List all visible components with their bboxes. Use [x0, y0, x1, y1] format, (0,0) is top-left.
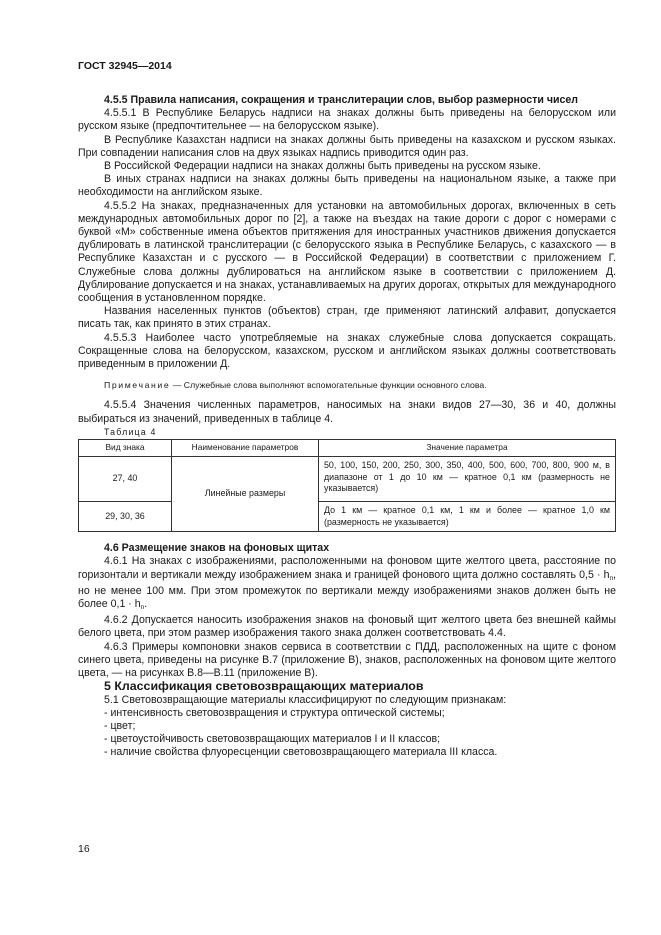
subscript: п: [140, 604, 145, 612]
section-4-6-heading: 4.6 Размещение знаков на фоновых щитах: [104, 542, 330, 555]
table-header-row: [79, 440, 616, 457]
list-item: - интенсивность световозвращения и структура оптической системы;: [104, 706, 445, 719]
classification-list: [78, 707, 616, 760]
text-part: , но не менее 100 мм. При этом промежуток по вертикали между изображениями знаков должен быть не более 0,1 · h: [78, 568, 616, 611]
text-part: .: [144, 598, 148, 611]
page-number: 16: [78, 843, 90, 855]
note: [78, 379, 616, 392]
paragraph-4-5-5-3: 4.5.5.3 Наиболее часто употребляемые на знаках служебные слова допускается сокращать. Сокращенные слова на белорусском, казахском, русском и английском языках должны соответствовать приведенным в приложении Д.: [78, 331, 616, 371]
list-item: - цвет;: [104, 719, 136, 732]
table-header-cell: Наименование параметров: [172, 440, 319, 457]
section-5-heading: 5 Классификация световозвращающих материалов: [104, 679, 424, 694]
paragraph-5-1: 5.1 Световозвращающие материалы классифицируют по следующим признакам:: [104, 693, 507, 706]
table-caption: Таблица 4: [104, 426, 157, 437]
note-text: — Служебные слова выполняют вспомогательные функции основного слова.: [170, 380, 487, 391]
table-row: [79, 457, 616, 502]
table-row: [79, 502, 616, 532]
paragraph-latin-names: Названия населенных пунктов (объектов) стран, где применяют латинский алфавит, допускается писать так, как принято в этих странах.: [78, 305, 616, 331]
subscript: п: [609, 574, 614, 582]
paragraph-4-5-5-4: 4.5.5.4 Значения численных параметров, наносимых на знаки видов 27—30, 36 и 40, должны выбираться из значений, приведенных в таблице 4.: [78, 399, 616, 425]
paragraph-4-6-1: [78, 555, 616, 614]
paragraph-4-5-5-2: 4.5.5.2 На знаках, предназначенных для установки на автомобильных дорогах, включенных в сеть международных автомобильных дорог по [2], а также на въездах на такие дороги с дорог с номерами с буквой «М» собственные имена объектов притяжения для иностранных участников движения допускается дублировать в латинской транслитерации (с белорусского языка в Республике Беларусь, с казахского — в Республике Казахстан и с русского — в Российской Федерации) в соответствии с приложением Г. Служебные слова должны дублироваться на английском языке в соответствии с приложением Д. Дублирование допускается и на знаках, устанавливаемых на других дорогах, открытых для международного сообщения в установленном порядке.: [78, 199, 616, 305]
list-item: - цветоустойчивость световозвращающих материалов I и II классов;: [104, 733, 441, 746]
parameter-name-cell: Линейные размеры: [172, 457, 319, 532]
note-label: Примечание: [104, 380, 171, 391]
standard-designation: ГОСТ 32945—2014: [78, 60, 172, 72]
paragraph-4-6-3: 4.6.3 Примеры компоновки знаков сервиса в соответствии с ПДД, расположенных на щите с фоном синего цвета, приведены на рисунке В.7 (приложение В), знаков, расположенных на фоновом щите желтого цвета, — на рисунках В.8—В.11 (приложение В).: [78, 640, 616, 680]
paragraph-4-6-2: 4.6.2 Допускается наносить изображения знаков на фоновый щит желтого цвета без внешней каймы белого цвета, при этом размер изображения такого знака должен соответствовать 4.4.: [78, 614, 616, 640]
text-part: 4.6.1 На знаках с изображениями, расположенными на фоновом щите желтого цвета, расстояние по горизонтали и вертикали между изображением знака и границей фонового щита должно составлять 0,5 · h: [78, 555, 616, 581]
sign-type-cell: 27, 40: [79, 457, 172, 502]
section-4-5-5-heading: 4.5.5 Правила написания, сокращения и транслитерации слов, выбор размерности чисел: [104, 94, 578, 106]
paragraph-4-5-5-1: 4.5.5.1 В Республике Беларусь надписи на знаках должны быть приведены на белорусском или русском языке (предпочтительнее — на белорусском языке).: [78, 107, 616, 133]
table-header-cell: Вид знака: [79, 440, 172, 457]
document-body: [78, 94, 616, 760]
parameter-value-cell: До 1 км — кратное 0,1 км, 1 км и более — кратное 1,0 км (размерность не указывается): [319, 502, 616, 532]
paragraph-russia: В Российской Федерации надписи на знаках должны быть приведены на русском языке.: [104, 160, 541, 173]
paragraph-kazakhstan: В Республике Казахстан надписи на знаках должны быть приведены на казахском и русском языках. При совпадении написания слов на двух языках надпись приводится один раз.: [78, 133, 616, 159]
table-header-cell: Значение параметра: [319, 440, 616, 457]
parameter-value-cell: 50, 100, 150, 200, 250, 300, 350, 400, 500, 600, 700, 800, 900 м, в диапазоне от 1 до 10 км — кратное 0,1 км (размерность не указывается): [319, 457, 616, 502]
table-4: [78, 439, 616, 532]
paragraph-other-countries: В иных странах надписи на знаках должны быть приведены на национальном языке, а также при необходимости на английском языке.: [78, 173, 616, 199]
sign-type-cell: 29, 30, 36: [79, 502, 172, 532]
list-item: - наличие свойства флуоресценции световозвращающего материала III класса.: [104, 746, 498, 759]
